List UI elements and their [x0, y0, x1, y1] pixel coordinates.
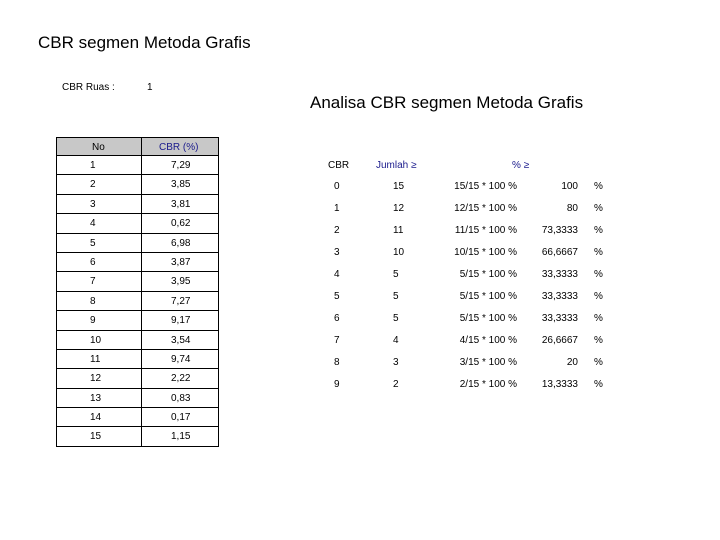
table-row	[307, 285, 612, 307]
cell-percent-value: 26,6667	[541, 335, 578, 346]
table-row	[307, 263, 612, 285]
table-row	[56, 175, 219, 194]
cell-cbr: 3	[334, 247, 340, 258]
table-row	[56, 272, 219, 291]
cell-formula: 11/15 * 100 %	[454, 225, 517, 236]
header-percent: % ≥	[512, 160, 530, 171]
cell-jumlah: 5	[393, 291, 399, 302]
cell-jumlah: 11	[393, 225, 404, 236]
cell-formula: 15/15 * 100 %	[454, 181, 517, 192]
cell-percent-value: 66,6667	[541, 247, 578, 258]
table-row	[307, 329, 612, 351]
column-divider	[141, 272, 142, 290]
header-cbr: CBR	[328, 160, 350, 171]
cell-formula: 5/15 * 100 %	[459, 269, 517, 280]
column-divider	[141, 408, 142, 426]
table-row	[307, 241, 612, 263]
cell-percent-unit: %	[594, 225, 603, 236]
cell-cbr: 3,87	[171, 256, 191, 268]
cbr-ruas-value: 1	[147, 82, 153, 93]
cell-percent-unit: %	[594, 269, 603, 280]
cell-no: 10	[90, 334, 102, 346]
column-divider	[141, 156, 142, 174]
page-title: CBR segmen Metoda Grafis	[38, 33, 251, 52]
column-divider	[141, 369, 142, 387]
cell-cbr: 9	[334, 379, 340, 390]
cell-percent-unit: %	[594, 291, 603, 302]
cell-no: 1	[90, 160, 96, 171]
cbr-analysis-table	[307, 153, 612, 395]
cell-cbr: 3,95	[171, 276, 191, 288]
header-jumlah: Jumlah ≥	[376, 160, 417, 171]
cell-percent-unit: %	[594, 181, 603, 192]
cell-percent-unit: %	[594, 335, 603, 346]
cell-no: 2	[90, 179, 96, 191]
cell-jumlah: 15	[393, 181, 405, 192]
header-no: No	[92, 142, 105, 153]
table-row	[56, 156, 219, 175]
cell-no: 3	[90, 198, 96, 210]
cell-cbr: 3,81	[171, 198, 191, 210]
cell-percent-unit: %	[594, 379, 603, 390]
cell-formula: 10/15 * 100 %	[454, 247, 517, 258]
cell-percent-value: 20	[566, 357, 578, 368]
cell-cbr: 7,29	[171, 160, 191, 171]
cell-no: 4	[90, 218, 96, 230]
table-row	[56, 214, 219, 233]
table-row	[307, 197, 612, 219]
column-divider	[141, 138, 142, 155]
cell-cbr: 0,62	[171, 218, 191, 230]
cell-no: 13	[90, 392, 102, 404]
cell-cbr: 5	[334, 291, 340, 302]
table-row	[56, 369, 219, 388]
column-divider	[141, 214, 142, 232]
cell-jumlah: 5	[393, 313, 399, 324]
cell-percent-value: 13,3333	[541, 379, 578, 390]
cell-cbr: 2	[334, 225, 340, 236]
cell-cbr: 1	[334, 203, 340, 214]
column-divider	[141, 234, 142, 252]
cell-jumlah: 5	[393, 269, 399, 280]
cell-jumlah: 2	[393, 379, 399, 390]
cell-cbr: 3,85	[171, 179, 191, 191]
cell-formula: 2/15 * 100 %	[459, 379, 517, 390]
table-row	[56, 311, 219, 330]
cell-cbr: 0	[334, 181, 340, 192]
header-cbr: CBR (%)	[159, 142, 199, 153]
cell-cbr: 0,83	[171, 392, 191, 404]
analysis-title: Analisa CBR segmen Metoda Grafis	[310, 93, 584, 112]
table-row	[56, 350, 219, 369]
column-divider	[141, 331, 142, 349]
table-header-row	[56, 137, 219, 156]
cell-cbr: 9,17	[171, 315, 191, 327]
table-row	[56, 427, 219, 446]
table-row	[56, 331, 219, 350]
cell-percent-value: 100	[561, 181, 578, 192]
cell-no: 5	[90, 237, 96, 249]
table-row	[307, 307, 612, 329]
cell-jumlah: 4	[393, 335, 399, 346]
cell-percent-unit: %	[594, 357, 603, 368]
cell-percent-unit: %	[594, 313, 603, 324]
cell-no: 6	[90, 256, 96, 268]
cell-no: 12	[90, 373, 102, 385]
cell-cbr: 8	[334, 357, 340, 368]
cell-cbr: 3,54	[171, 334, 191, 346]
cell-cbr: 4	[334, 269, 340, 280]
table-row	[56, 234, 219, 253]
cell-jumlah: 3	[393, 357, 399, 368]
table-header-row	[307, 153, 612, 175]
column-divider	[141, 427, 142, 445]
table-row	[307, 219, 612, 241]
column-divider	[141, 195, 142, 213]
cell-percent-unit: %	[594, 247, 603, 258]
column-divider	[141, 389, 142, 407]
cell-formula: 5/15 * 100 %	[459, 291, 517, 302]
cell-percent-value: 80	[566, 203, 578, 214]
column-divider	[141, 175, 142, 193]
cell-no: 15	[90, 431, 102, 443]
cell-jumlah: 12	[393, 203, 405, 214]
cell-cbr: 7	[334, 335, 340, 346]
cell-percent-unit: %	[594, 203, 603, 214]
cell-no: 14	[90, 412, 102, 424]
cell-cbr: 1,15	[171, 431, 191, 443]
cell-cbr: 6,98	[171, 237, 191, 249]
table-row	[56, 389, 219, 408]
table-row	[56, 195, 219, 214]
cell-cbr: 7,27	[171, 295, 191, 307]
cell-formula: 4/15 * 100 %	[459, 335, 517, 346]
cbr-values-table	[56, 137, 219, 447]
column-divider	[141, 253, 142, 271]
table-row	[56, 292, 219, 311]
cbr-ruas-label: CBR Ruas :	[62, 82, 115, 93]
table-row	[307, 175, 612, 197]
table-row	[56, 408, 219, 427]
cell-formula: 3/15 * 100 %	[459, 357, 517, 368]
cell-percent-value: 33,3333	[541, 291, 578, 302]
table-row	[56, 253, 219, 272]
cell-cbr: 2,22	[171, 373, 191, 385]
cell-percent-value: 33,3333	[541, 313, 578, 324]
table-row	[307, 351, 612, 373]
cell-no: 8	[90, 295, 96, 307]
cell-cbr: 0,17	[171, 412, 191, 424]
cell-cbr: 6	[334, 313, 340, 324]
cell-percent-value: 33,3333	[541, 269, 578, 280]
cell-formula: 5/15 * 100 %	[459, 313, 517, 324]
cell-no: 9	[90, 315, 96, 327]
column-divider	[141, 311, 142, 329]
cell-jumlah: 10	[393, 247, 405, 258]
cell-cbr: 9,74	[171, 353, 191, 365]
cell-no: 7	[90, 276, 96, 288]
cell-no: 11	[90, 353, 101, 365]
column-divider	[141, 292, 142, 310]
cell-formula: 12/15 * 100 %	[454, 203, 517, 214]
table-row	[307, 373, 612, 395]
cell-percent-value: 73,3333	[541, 225, 578, 236]
column-divider	[141, 350, 142, 368]
